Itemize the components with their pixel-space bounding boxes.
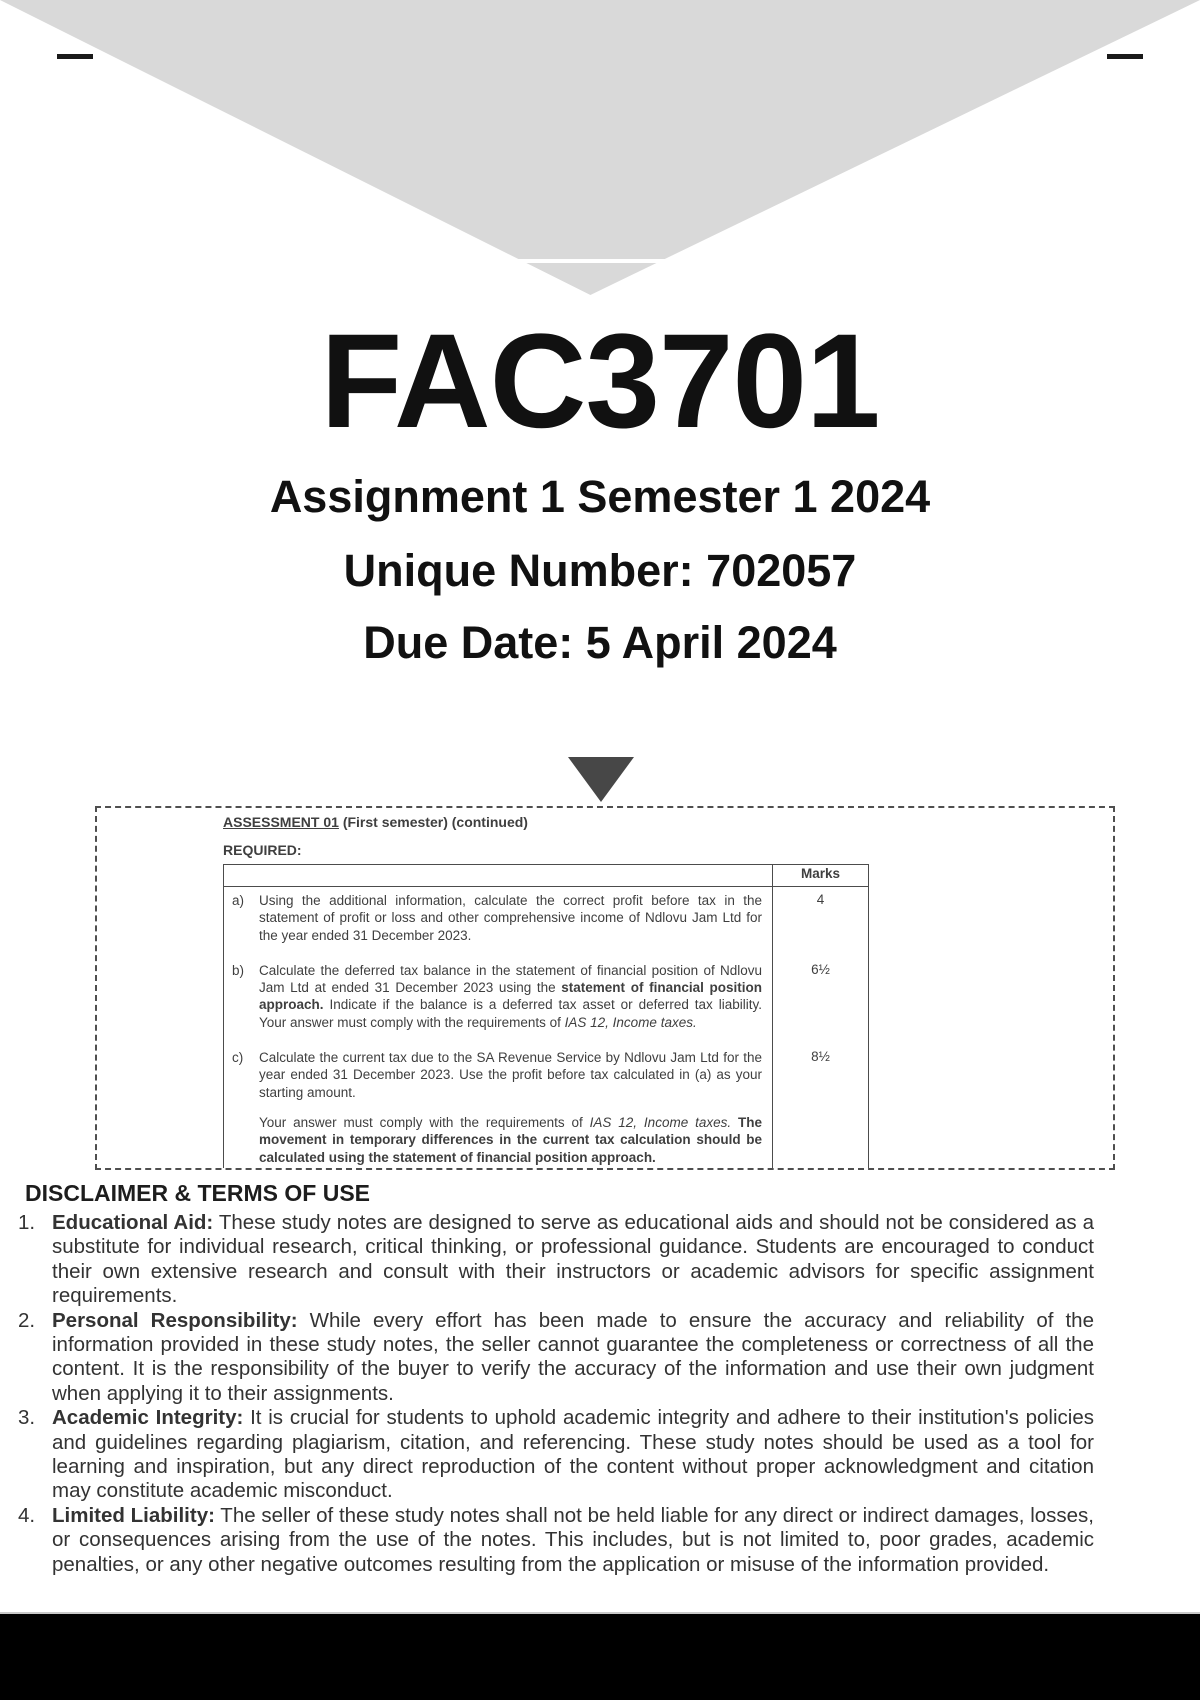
requirement-a-marks-value: 4 [816,892,825,907]
requirement-b-marks-value: 6½ [811,961,830,977]
list-item [18,1406,1094,1504]
disclaimer-item-number: 1. [18,1211,36,1234]
disclaimer-item-lead: Educational Aid: [52,1211,214,1234]
requirement-a-label: a) [232,893,245,908]
disclaimer-item-lead: Academic Integrity: [52,1406,244,1430]
marks-table-header-row [224,865,869,887]
requirement-b-run-1: Calculate the deferred tax balance in the statement of financial position of Ndlovu Jam Ltd at ended 31 December 2023 using the [259,962,762,996]
requirement-b-marks-cell [773,957,869,1044]
triangle-down-icon [568,757,634,802]
requirement-b-label: b) [232,962,245,978]
requirement-c-text [259,1049,762,1166]
disclaimer-item-number: 3. [18,1406,36,1430]
banner-divider-line [0,259,1200,263]
assignment-subtitle: Assignment 1 Semester 1 2024 [269,471,931,522]
list-item [18,1504,1094,1577]
disclaimer-item-number: 4. [18,1503,36,1527]
marks-table-empty-header-cell [224,865,773,887]
left-dash-mark [57,54,93,59]
due-date-subtitle: Due Date: 5 April 2024 [363,617,837,668]
course-code-title: FAC3701 [320,307,880,456]
bottom-bar [0,1612,1200,1700]
disclaimer-item-lead: Limited Liability: [52,1503,215,1527]
requirement-a-text [259,892,762,944]
assessment-heading [223,814,1113,831]
requirement-c-note-run-3-bold: The movement in temporary differences in the current tax calculation should be calculated using the statement of financial position approach. [259,1114,762,1165]
requirement-c-marks-value: 8½ [811,1049,830,1065]
disclaimer-item-text [52,1211,1094,1309]
requirement-c-note-run-1: Your answer must comply with the requirements of [259,1114,590,1130]
requirement-a-cell [224,887,773,957]
assessment-heading-suffix: (First semester) (continued) [338,814,528,830]
disclaimer-heading: DISCLAIMER & TERMS OF USE [25,1180,371,1206]
requirement-c-cell [224,1044,773,1170]
disclaimer-item-body: These study notes are designed to serve as educational aids and should not be considered as a substitute for individual research, critical thinking, or professional guidance. Students are encouraged to conduct their own extensive research and consult with their instructors or academic advisors for specific assignment requirements. [52,1211,1095,1308]
requirement-c-marks-cell [773,1044,869,1170]
requirement-c-run-1: Calculate the current tax due to the SA Revenue Service by Ndlovu Jam Ltd for the year ended 31 December 2023. Use the profit before tax calculated in (a) as your starting amount. [259,1050,762,1100]
disclaimer-item-lead: Personal Responsibility: [52,1308,298,1332]
disclaimer-item-number: 2. [18,1308,36,1332]
requirement-b-run-4-italic: IAS 12, Income taxes. [564,1014,697,1030]
disclaimer-section [18,1180,1094,1577]
disclaimer-item-text [52,1309,1094,1407]
requirement-c-label: c) [232,1050,244,1066]
requirement-a-marks-cell [773,887,869,957]
right-dash-mark [1107,54,1143,59]
disclaimer-item-body: While every effort has been made to ensure the accuracy and reliability of the information provided in these study notes, the seller cannot guarantee the completeness or correctness of all the content. It is the responsibility of the buyer to verify the accuracy of the information and use their own judgment when applying it to their assignments. [52,1308,1094,1405]
marks-table [223,864,869,1170]
marks-column-header: Marks [773,865,869,887]
requirement-b-run-2-bold: statement of financial position approach. [259,980,762,1013]
assessment-heading-code: ASSESSMENT 01 [223,814,339,830]
unique-number-subtitle: Unique Number: 702057 [343,545,857,596]
requirement-b-cell [224,957,773,1044]
disclaimer-item-text [52,1504,1094,1577]
required-label: REQUIRED: [223,842,302,858]
table-row [224,957,869,1044]
table-row [224,887,869,957]
requirement-c-note-run-2-italic: IAS 12, Income taxes. [589,1114,732,1130]
disclaimer-item-text [52,1406,1094,1504]
requirement-b-run-3: Indicate if the balance is a deferred tax asset or deferred tax liability. Your answer must comply with the requirements of [259,997,762,1030]
list-item [18,1309,1094,1407]
table-row [224,1044,869,1170]
requirement-b-text [259,962,762,1031]
disclaimer-item-body: The seller of these study notes shall not be held liable for any direct or indirect damages, losses, or consequences arising from the use of the notes. This includes, but is not limited to, poor grades, academic penalties, or any other negative outcomes resulting from the application or misuse of the information provided. [52,1503,1094,1576]
disclaimer-item-body: It is crucial for students to uphold academic integrity and adhere to their institution's policies and guidelines regarding plagiarism, citation, and referencing. These study notes should be used as a tool for learning and inspiration, but any direct reproduction of the content without proper acknowledgment and citation may constitute academic misconduct. [52,1406,1095,1503]
list-item [18,1211,1094,1309]
chevron-down-banner-icon [0,0,1200,295]
requirement-a-body: Using the additional information, calculate the correct profit before tax in the statement of profit or loss and other comprehensive income of Ndlovu Jam Ltd for the year ended 31 December 2023. [259,893,762,943]
cover-title-block [0,307,1200,668]
assessment-excerpt-box [95,806,1115,1170]
